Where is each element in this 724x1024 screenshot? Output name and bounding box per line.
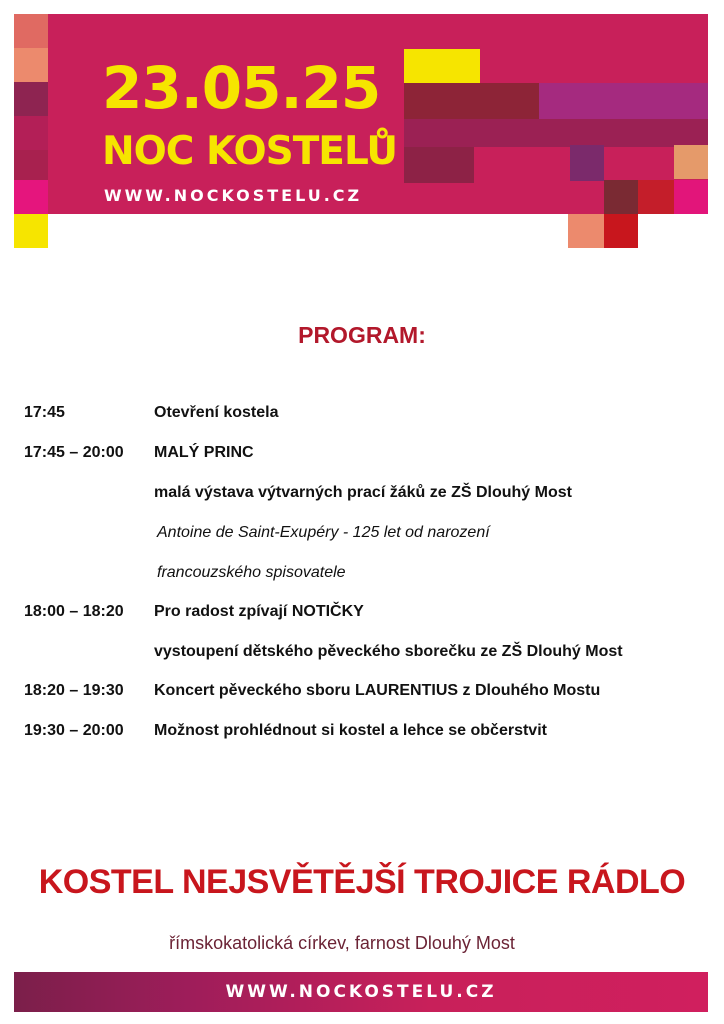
program-note: francouzského spisovatele [157, 564, 346, 581]
program-title: Pro radost zpívají NOTIČKY [154, 603, 364, 620]
event-date: 23.05.25 [102, 54, 381, 122]
decor-tile [604, 180, 638, 214]
program-title: Koncert pěveckého sboru LAURENTIUS z Dlouhého Mostu [154, 682, 601, 699]
decor-tile [539, 83, 708, 119]
program-note: Antoine de Saint-Exupéry - 125 let od narození [157, 524, 490, 541]
decor-tile [14, 180, 48, 214]
parish-name: římskokatolická církev, farnost Dlouhý Most [169, 933, 515, 953]
decor-tile [14, 82, 48, 116]
footer-bar [14, 972, 708, 1012]
program-time: 18:00 – 18:20 [24, 603, 124, 620]
program-title: Možnost prohlédnout si kostel a lehce se občerstvit [154, 722, 547, 739]
header-banner [14, 14, 708, 214]
program-heading: PROGRAM: [298, 322, 426, 348]
decor-tile [674, 180, 708, 214]
program-time: 19:30 – 20:00 [24, 722, 124, 739]
decor-tile [404, 49, 480, 83]
program-time: 18:20 – 19:30 [24, 682, 124, 699]
event-title: NOC KOSTELŮ [102, 129, 398, 174]
decor-tile [14, 48, 48, 82]
program-detail: malá výstava výtvarných prací žáků ze ZŠ Dlouhý Most [154, 484, 572, 501]
decor-tile [404, 147, 474, 183]
decor-tile [570, 145, 604, 181]
website-url-footer[interactable]: WWW.NOCKOSTELU.CZ [225, 982, 497, 1002]
decor-tile [568, 214, 604, 248]
decor-tile [404, 119, 708, 147]
decor-tile [638, 180, 674, 214]
program-detail: vystoupení dětského pěveckého sborečku ze ZŠ Dlouhý Most [154, 643, 623, 660]
decor-tile [604, 214, 638, 248]
decor-tile [14, 150, 48, 180]
decor-tile [674, 145, 708, 179]
website-url-header[interactable]: WWW.NOCKOSTELU.CZ [104, 186, 363, 205]
decor-tile [14, 214, 48, 248]
program-title: Otevření kostela [154, 404, 279, 421]
church-name: KOSTEL NEJSVĚTĚJŠÍ TROJICE RÁDLO [38, 863, 686, 901]
decor-tile [14, 116, 48, 150]
program-time: 17:45 – 20:00 [24, 444, 124, 461]
program-time: 17:45 [24, 404, 65, 421]
program-title: MALÝ PRINC [154, 444, 254, 461]
decor-tile [404, 83, 539, 119]
decor-tile [14, 14, 48, 48]
